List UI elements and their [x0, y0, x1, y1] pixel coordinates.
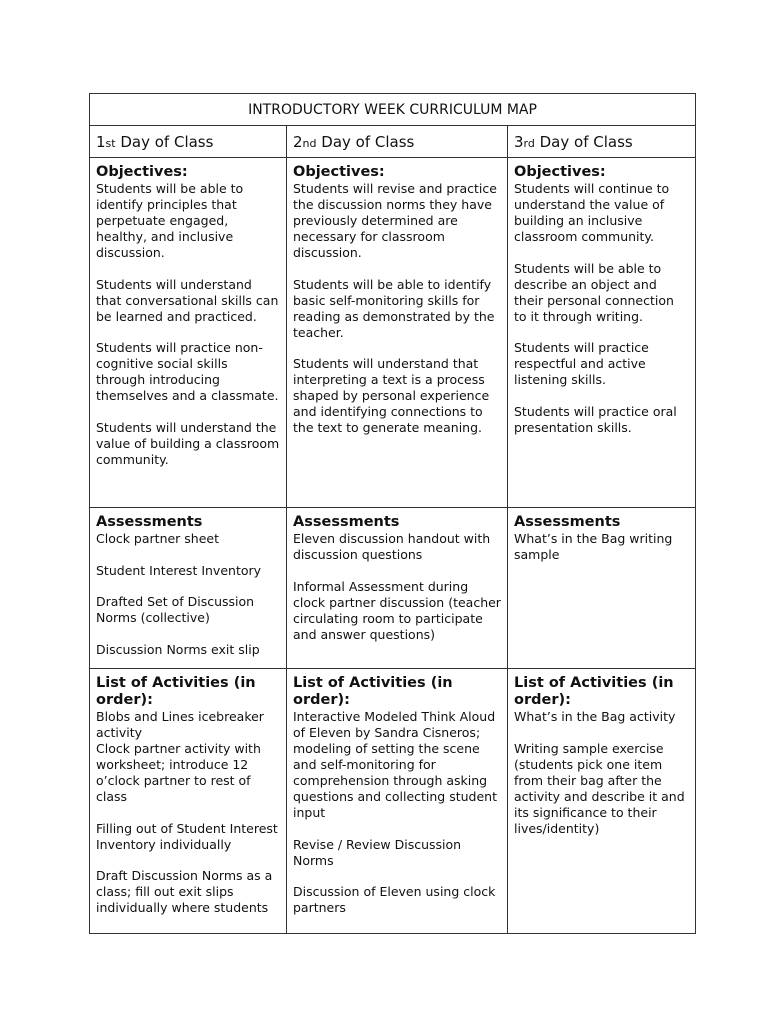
assessments-heading: Assessments: [96, 514, 203, 530]
activity-item: Revise / Review Discussion Norms: [293, 836, 462, 868]
curriculum-map-table: [89, 93, 696, 934]
activity-item: Writing sample exercise (students pick one item from their bag after the activity and describe it and its significance to their lives/identity): [514, 740, 685, 836]
day-ordinal: nd: [302, 136, 317, 150]
assessments-heading: Assessments: [293, 514, 400, 530]
objective-item: Students will practice oral presentation skills.: [514, 403, 677, 435]
objective-item: Students will practice non-cognitive social skills through introducing themselves and a classmate.: [96, 340, 279, 403]
day-2-header: [287, 126, 508, 158]
day-ordinal: rd: [523, 136, 535, 150]
objective-item: Students will be able to identify principles that perpetuate engaged, healthy, and inclusive discussion.: [96, 181, 244, 260]
activities-heading: List of Activities (in order):: [96, 675, 256, 708]
day-number: 2: [293, 132, 303, 151]
objective-item: Students will continue to understand the value of building an inclusive classroom community.: [514, 181, 670, 244]
objective-item: Students will be able to identify basic self-monitoring skills for reading as demonstrated by the teacher.: [293, 276, 495, 340]
day-1-header: [90, 126, 287, 158]
objective-item: Students will understand that conversational skills can be learned and practiced.: [96, 276, 279, 324]
objective-item: Students will revise and practice the discussion norms they have previously determined are necessary for classroom discussion.: [293, 181, 497, 260]
activity-item: Filling out of Student Interest Inventory individually: [96, 820, 278, 852]
day-number: 1: [96, 132, 106, 151]
objectives-cell-day-3: [508, 158, 696, 508]
day-header-row: [90, 126, 696, 158]
activity-item: Clock partner activity with worksheet; introduce 12 o’clock partner to rest of class: [96, 741, 261, 804]
objectives-heading: Objectives:: [514, 164, 606, 180]
assessments-cell-day-2: [287, 508, 508, 669]
activity-item: Interactive Modeled Think Aloud of Eleven by Sandra Cisneros; modeling of setting the scene and self-monitoring for comprehension through asking questions and collecting student input: [293, 709, 497, 820]
activities-cell-day-2: [287, 669, 508, 934]
assessments-cell-day-3: [508, 508, 696, 669]
objectives-cell-day-1: [90, 158, 287, 508]
activities-heading: List of Activities (in order):: [293, 675, 453, 708]
assessments-heading: Assessments: [514, 514, 621, 530]
day-number: 3: [514, 132, 524, 151]
title-row: [90, 94, 696, 126]
assessment-item: Student Interest Inventory: [96, 562, 262, 578]
assessment-item: Drafted Set of Discussion Norms (collective): [96, 594, 255, 625]
objective-item: Students will practice respectful and active listening skills.: [514, 340, 649, 387]
objectives-heading: Objectives:: [96, 164, 188, 180]
assessment-item: Informal Assessment during clock partner discussion (teacher circulating room to participate and answer questions): [293, 578, 501, 642]
day-label: Day of Class: [316, 132, 415, 151]
assessments-cell-day-1: [90, 508, 287, 669]
activities-cell-day-1: [90, 669, 287, 934]
activities-row: [90, 669, 696, 934]
objectives-cell-day-2: [287, 158, 508, 508]
objectives-heading: Objectives:: [293, 164, 385, 180]
objective-item: Students will be able to describe an object and their personal connection to it through writing.: [514, 260, 674, 324]
day-ordinal: st: [105, 136, 116, 150]
assessment-item: Discussion Norms exit slip: [96, 641, 260, 657]
objective-item: Students will understand the value of building a classroom community.: [96, 419, 280, 467]
activities-heading: List of Activities (in order):: [514, 675, 674, 708]
assessment-item: Clock partner sheet: [96, 531, 220, 546]
activities-cell-day-3: [508, 669, 696, 934]
activity-item: What’s in the Bag activity: [514, 709, 676, 724]
table-title: INTRODUCTORY WEEK CURRICULUM MAP: [90, 94, 696, 126]
activity-item: Blobs and Lines icebreaker activity: [96, 709, 264, 740]
day-3-header: [508, 126, 696, 158]
day-label: Day of Class: [534, 132, 633, 151]
activity-item: Draft Discussion Norms as a class; fill out exit slips individually where students: [96, 868, 273, 915]
assessment-item: What’s in the Bag writing sample: [514, 531, 673, 562]
activity-item: Discussion of Eleven using clock partners: [293, 884, 496, 915]
assessment-item: Eleven discussion handout with discussion questions: [293, 531, 491, 562]
objectives-row: [90, 158, 696, 508]
objective-item: Students will understand that interpreting a text is a process shaped by personal experience and identifying connections to the text to generate meaning.: [293, 356, 490, 435]
assessments-row: [90, 508, 696, 669]
day-label: Day of Class: [115, 132, 214, 151]
